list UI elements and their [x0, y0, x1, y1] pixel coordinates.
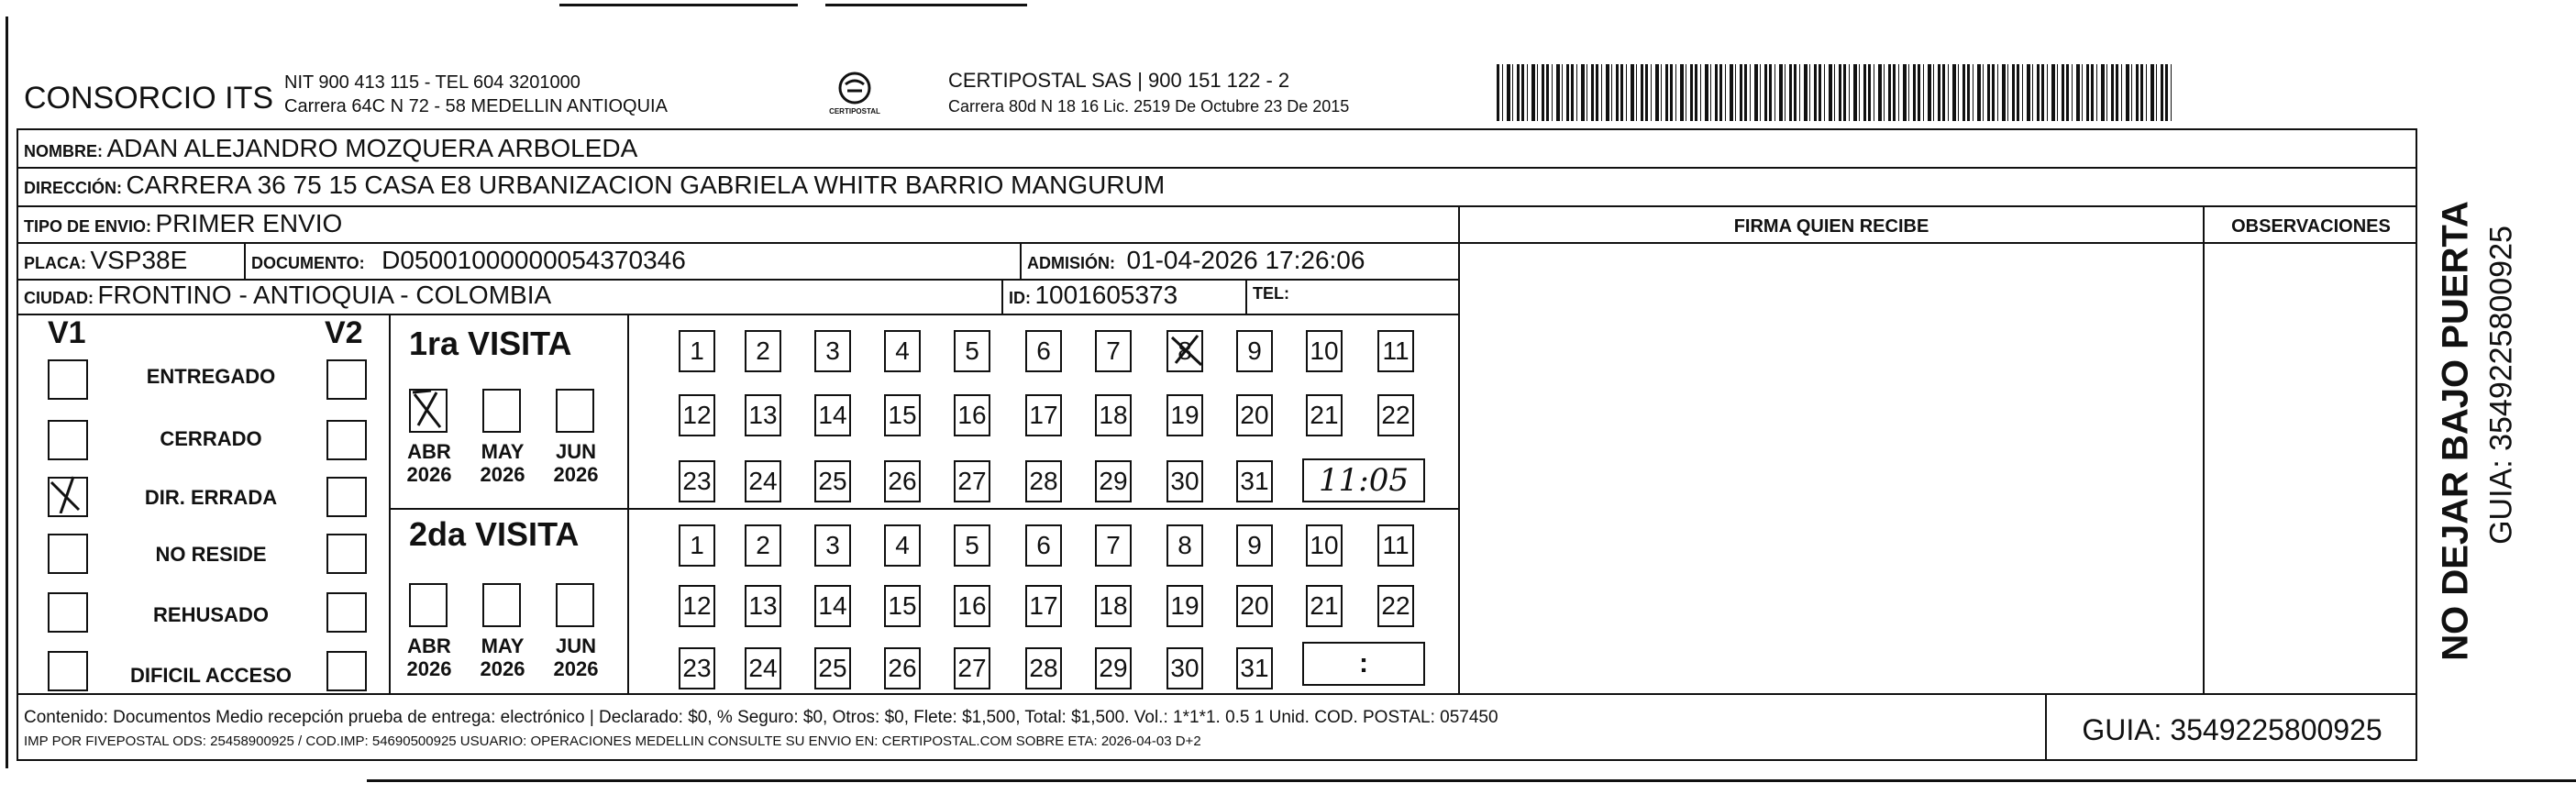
second-visit-day-15[interactable]: 15 [884, 585, 921, 627]
second-visit-month-abr: ABR 2026 [406, 634, 452, 680]
second-visit-day-19[interactable]: 19 [1166, 585, 1203, 627]
content-line: Contenido: Documentos Medio recepción prueba de entrega: electrónico | Declarado: $0, % Seguro: $0, Otros: $0, Flete: $1,500, Total: $1,500. Vol.: 1*1*1. 0.5 1 Unid. COD. POSTAL: 057450 [24, 708, 1498, 727]
footer-guia: GUIA: 3549225800925 [2082, 713, 2383, 746]
first-visit-month-jun: JUN 2026 [553, 440, 599, 486]
first-visit-month-may-checkbox[interactable] [482, 389, 521, 433]
recipient-name: ADAN ALEJANDRO MOZQUERA ARBOLEDA [106, 134, 638, 162]
document-value: D05001000000054370346 [381, 246, 686, 274]
v2-checkbox-no-reside[interactable] [326, 534, 367, 574]
second-visit-month-abr-checkbox[interactable] [409, 583, 448, 627]
second-visit-day-23[interactable]: 23 [679, 647, 715, 689]
first-visit-day-29[interactable]: 29 [1095, 460, 1132, 502]
status-entregado: ENTREGADO [146, 365, 276, 388]
v2-heading: V2 [325, 315, 363, 350]
first-visit-day-11[interactable]: 11 [1377, 330, 1414, 372]
v2-checkbox-rehusado[interactable] [326, 592, 367, 633]
first-visit-day-8[interactable]: 8 [1166, 330, 1203, 372]
id-value: 1001605373 [1034, 281, 1178, 309]
address-label: DIRECCIÓN: [24, 179, 122, 197]
second-visit-month-jun: JUN 2026 [553, 634, 599, 680]
v2-checkbox-dificil-acceso[interactable] [326, 651, 367, 691]
second-visit-day-1[interactable]: 1 [679, 524, 715, 567]
v2-checkbox-cerrado[interactable] [326, 420, 367, 460]
second-visit-day-17[interactable]: 17 [1025, 585, 1062, 627]
second-visit-day-25[interactable]: 25 [814, 647, 851, 689]
v1-checkbox-dir-errada[interactable] [48, 477, 88, 517]
first-visit-day-28[interactable]: 28 [1025, 460, 1062, 502]
v1-checkbox-cerrado[interactable] [48, 420, 88, 460]
admission-field: ADMISIÓN: 01-04-2026 17:26:06 [1027, 246, 1365, 274]
status-cerrado: CERRADO [160, 427, 262, 450]
send-type-label: TIPO DE ENVIO: [24, 217, 152, 236]
handwritten-check-mark [46, 473, 86, 513]
barcode [1497, 64, 2173, 121]
send-type-value: PRIMER ENVIO [155, 209, 343, 237]
first-visit-day-31[interactable]: 31 [1236, 460, 1273, 502]
status-no-reside: NO RESIDE [155, 543, 267, 566]
second-visit-month-may-checkbox[interactable] [482, 583, 521, 627]
second-visit-day-4[interactable]: 4 [884, 524, 921, 567]
first-visit-day-13[interactable]: 13 [745, 394, 781, 436]
second-visit-day-27[interactable]: 27 [954, 647, 990, 689]
first-visit-month-jun-checkbox[interactable] [556, 389, 594, 433]
address-row [24, 171, 1165, 200]
v1-checkbox-rehusado[interactable] [48, 592, 88, 633]
first-visit-month-may: MAY 2026 [480, 440, 525, 486]
first-visit-day-22[interactable]: 22 [1377, 394, 1414, 436]
first-visit-day-19[interactable]: 19 [1166, 394, 1203, 436]
tel-field: TEL: [1253, 284, 1289, 303]
second-visit-day-11[interactable]: 11 [1377, 524, 1414, 567]
certipostal-logo: CERTIPOSTAL [827, 70, 882, 116]
first-visit-day-20[interactable]: 20 [1236, 394, 1273, 436]
imp-line: IMP POR FIVEPOSTAL ODS: 25458900925 / COD.IMP: 54690500925 USUARIO: OPERACIONES MEDELLIN CONSULTE SU ENVIO EN: CERTIPOSTAL.COM SOBRE ETA: 2026-04-03 D+2 [24, 733, 1201, 749]
second-visit-day-21[interactable]: 21 [1306, 585, 1343, 627]
first-visit-day-27[interactable]: 27 [954, 460, 990, 502]
first-visit-month-abr-checkbox[interactable] [409, 389, 448, 433]
first-visit-day-7[interactable]: 7 [1095, 330, 1132, 372]
observations-title: OBSERVACIONES [2231, 216, 2391, 237]
side-guia: GUIA: 3549225800925 [2483, 226, 2519, 545]
second-visit-day-8[interactable]: 8 [1166, 524, 1203, 567]
second-visit-day-7[interactable]: 7 [1095, 524, 1132, 567]
first-visit-day-5[interactable]: 5 [954, 330, 990, 372]
scan-mark [825, 4, 1027, 6]
first-visit-month-abr: ABR 2026 [406, 440, 452, 486]
v2-checkbox-dir-errada[interactable] [326, 477, 367, 517]
first-visit-day-23[interactable]: 23 [679, 460, 715, 502]
second-visit-day-26[interactable]: 26 [884, 647, 921, 689]
second-visit-day-2[interactable]: 2 [745, 524, 781, 567]
company-nit: NIT 900 413 115 - TEL 604 3201000 [284, 72, 580, 93]
plate-value: VSP38E [90, 246, 188, 274]
first-visit-day-9[interactable]: 9 [1236, 330, 1273, 372]
name-row [24, 134, 637, 163]
first-visit-day-21[interactable]: 21 [1306, 394, 1343, 436]
signature-area[interactable] [1462, 246, 2201, 691]
second-visit-day-18[interactable]: 18 [1095, 585, 1132, 627]
name-label: NOMBRE: [24, 142, 103, 160]
second-visit-day-24[interactable]: 24 [745, 647, 781, 689]
scan-mark [367, 779, 2576, 782]
company-name: CONSORCIO ITS [24, 81, 274, 116]
second-visit-day-13[interactable]: 13 [745, 585, 781, 627]
second-visit-month-jun-checkbox[interactable] [556, 583, 594, 627]
status-dir-errada: DIR. ERRADA [144, 486, 278, 509]
company-address: Carrera 64C N 72 - 58 MEDELLIN ANTIOQUIA [284, 96, 668, 116]
first-visit-day-10[interactable]: 10 [1306, 330, 1343, 372]
second-visit-day-9[interactable]: 9 [1236, 524, 1273, 567]
first-visit-day-1[interactable]: 1 [679, 330, 715, 372]
carrier-license: Carrera 80d N 18 16 Lic. 2519 De Octubre 23 De 2015 [948, 97, 1350, 116]
id-field: ID: 1001605373 [1009, 281, 1178, 309]
status-rehusado: REHUSADO [153, 603, 269, 626]
carrier-name: CERTIPOSTAL SAS | 900 151 122 - 2 [948, 69, 1290, 92]
first-visit-day-16[interactable]: 16 [954, 394, 990, 436]
handwritten-x-mark [409, 387, 448, 431]
recipient-address: CARRERA 36 75 15 CASA E8 URBANIZACION GABRIELA WHITR BARRIO MANGURUM [126, 171, 1166, 199]
first-visit-day-26[interactable]: 26 [884, 460, 921, 502]
first-visit-day-15[interactable]: 15 [884, 394, 921, 436]
second-visit-day-31[interactable]: 31 [1236, 647, 1273, 689]
second-visit-time-box[interactable]: : [1302, 642, 1425, 686]
second-visit-day-16[interactable]: 16 [954, 585, 990, 627]
v1-heading: V1 [48, 315, 86, 350]
left-edge [6, 17, 8, 768]
second-visit-day-29[interactable]: 29 [1095, 647, 1132, 689]
second-visit-day-22[interactable]: 22 [1377, 585, 1414, 627]
first-visit-day-4[interactable]: 4 [884, 330, 921, 372]
second-visit-day-6[interactable]: 6 [1025, 524, 1062, 567]
second-visit-day-5[interactable]: 5 [954, 524, 990, 567]
first-visit-day-14[interactable]: 14 [814, 394, 851, 436]
observations-area[interactable] [2206, 246, 2416, 691]
first-visit-day-30[interactable]: 30 [1166, 460, 1203, 502]
second-visit-month-may: MAY 2026 [480, 634, 525, 680]
handwritten-x-mark [1166, 330, 1207, 370]
first-visit-day-12[interactable]: 12 [679, 394, 715, 436]
v1-checkbox-no-reside[interactable] [48, 534, 88, 574]
city-field: CIUDAD: FRONTINO - ANTIOQUIA - COLOMBIA [24, 281, 552, 309]
v2-checkbox-entregado[interactable] [326, 359, 367, 400]
v1-checkbox-entregado[interactable] [48, 359, 88, 400]
send-type-row [24, 209, 342, 238]
first-visit-day-25[interactable]: 25 [814, 460, 851, 502]
admission-value: 01-04-2026 17:26:06 [1126, 246, 1365, 274]
document-field: DOCUMENTO: D05001000000054370346 [251, 246, 686, 274]
second-visit-day-12[interactable]: 12 [679, 585, 715, 627]
first-visit-day-18[interactable]: 18 [1095, 394, 1132, 436]
second-visit-day-14[interactable]: 14 [814, 585, 851, 627]
second-visit-title: 2da VISITA [409, 515, 580, 553]
status-dificil-acceso: DIFICIL ACCESO [129, 664, 292, 687]
second-visit-day-28[interactable]: 28 [1025, 647, 1062, 689]
no-dejar-bajo-puerta: NO DEJAR BAJO PUERTA [2435, 201, 2476, 661]
first-visit-day-3[interactable]: 3 [814, 330, 851, 372]
first-visit-day-6[interactable]: 6 [1025, 330, 1062, 372]
second-visit-day-3[interactable]: 3 [814, 524, 851, 567]
certipostal-logo-icon [836, 70, 873, 106]
plate-field: PLACA: VSP38E [24, 246, 188, 274]
first-visit-day-2[interactable]: 2 [745, 330, 781, 372]
second-visit-day-10[interactable]: 10 [1306, 524, 1343, 567]
city-value: FRONTINO - ANTIOQUIA - COLOMBIA [97, 281, 552, 309]
second-visit-day-30[interactable]: 30 [1166, 647, 1203, 689]
first-visit-title: 1ra VISITA [409, 325, 572, 362]
signature-title: FIRMA QUIEN RECIBE [1733, 216, 1929, 237]
v1-checkbox-dificil-acceso[interactable] [48, 651, 88, 691]
scan-mark [559, 4, 798, 6]
first-visit-day-24[interactable]: 24 [745, 460, 781, 502]
first-visit-time-box[interactable]: 11:05 [1302, 458, 1425, 502]
first-visit-day-17[interactable]: 17 [1025, 394, 1062, 436]
second-visit-day-20[interactable]: 20 [1236, 585, 1273, 627]
